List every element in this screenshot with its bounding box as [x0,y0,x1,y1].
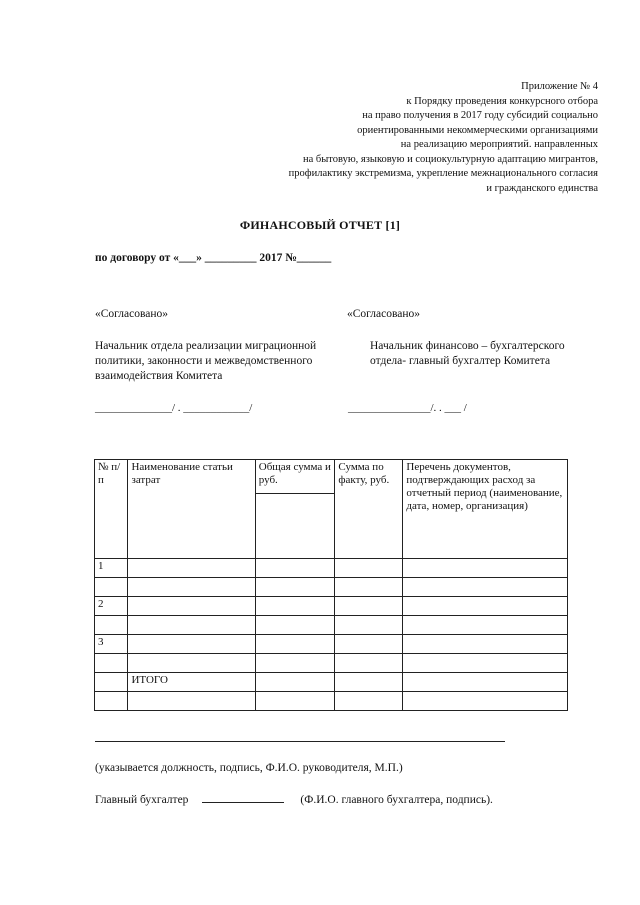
header-line: на бытовую, языковую и социокультурную адаптацию мигрантов, [302,153,598,165]
table-cell [128,654,255,673]
contract-line: по договору от «___» _________ 2017 №______ [95,252,332,264]
col-header-expense-item: Наименование статьи затрат [128,460,255,559]
header-line: ориентированными некоммерческими организациями [357,124,598,136]
total-label: ИТОГО [128,673,255,692]
head-signature-note: (указывается должность, подпись, Ф.И.О. руководителя, М.П.) [95,762,403,774]
header-line: к Порядку проведения конкурсного отбора [406,95,598,107]
table-cell [255,673,335,692]
col-header-total-sum: Общая сумма и руб. [255,460,335,559]
financial-report-table [94,459,568,711]
table-cell [128,578,255,597]
table-cell [403,559,568,578]
table-cell [335,673,403,692]
header-line: на реализацию мероприятий. направленных [400,139,598,150]
table-cell [95,654,128,673]
approval-role-right: Начальник финансово – бухгалтерского отдела- главный бухгалтер Комитета [370,340,565,367]
document-title: ФИНАНСОВЫЙ ОТЧЕТ [1] [239,218,401,232]
appendix-header [198,80,598,196]
table-cell [335,578,403,597]
table-cell [128,616,255,635]
table-cell [128,597,255,616]
table-cell [255,616,335,635]
header-line: и гражданского единства [486,182,598,194]
table-cell [335,616,403,635]
col-header-actual-sum: Сумма по факту, руб. [335,460,403,559]
table-cell [335,692,403,711]
table-header-row [95,460,568,559]
table-cell [255,654,335,673]
table-cell [95,616,128,635]
approval-label-left: «Согласовано» [95,308,169,320]
header-line: на право получения в 2017 году субсидий социально [362,110,598,121]
table-cell [403,616,568,635]
chief-accountant-label: Главный бухгалтер [95,794,189,806]
table-row-total [95,673,568,692]
table-cell: 1 [95,559,128,578]
table-cell [255,692,335,711]
table-cell [403,673,568,692]
signature-line-left: ______________/ . ____________/ [95,402,253,414]
table-row [95,635,568,654]
table-cell [255,635,335,654]
table-cell [335,559,403,578]
table-cell [403,597,568,616]
table-row [95,597,568,616]
table-cell [128,635,255,654]
table-cell [403,654,568,673]
table-row [95,578,568,597]
table-cell [128,692,255,711]
col-header-number: № п/п [95,460,128,559]
approval-label-right: «Согласовано» [347,308,421,320]
table-cell: 3 [95,635,128,654]
table-row [95,654,568,673]
table-cell [335,597,403,616]
table-cell [403,578,568,597]
table-cell: 2 [95,597,128,616]
table-row [95,692,568,711]
approval-role-left: Начальник отдела реализации миграционной политики, законности и межведомственного взаимодействия Комитета [95,340,317,382]
table-cell [403,635,568,654]
header-line: профилактику экстремизма, укрепление межнационального согласия [288,168,598,179]
table-cell [255,597,335,616]
header-line: Приложение № 4 [521,81,598,92]
table-cell [255,559,335,578]
chief-accountant-blank [202,792,284,803]
table-cell [335,654,403,673]
table-cell [403,692,568,711]
table-row [95,559,568,578]
signature-line-right: _______________/. . ___ / [348,402,467,414]
chief-accountant-note: (Ф.И.О. главного бухгалтера, подпись). [300,794,493,806]
col-header-documents: Перечень документов, подтверждающих расход за отчетный период (наименование, дата, номер, организация) [403,460,568,559]
head-signature-line [95,741,505,742]
table-cell [255,578,335,597]
table-cell [335,635,403,654]
table-cell [95,578,128,597]
chief-accountant-line [95,792,493,806]
table-cell [128,559,255,578]
table-row [95,616,568,635]
table-cell [95,692,128,711]
table-cell [95,673,128,692]
